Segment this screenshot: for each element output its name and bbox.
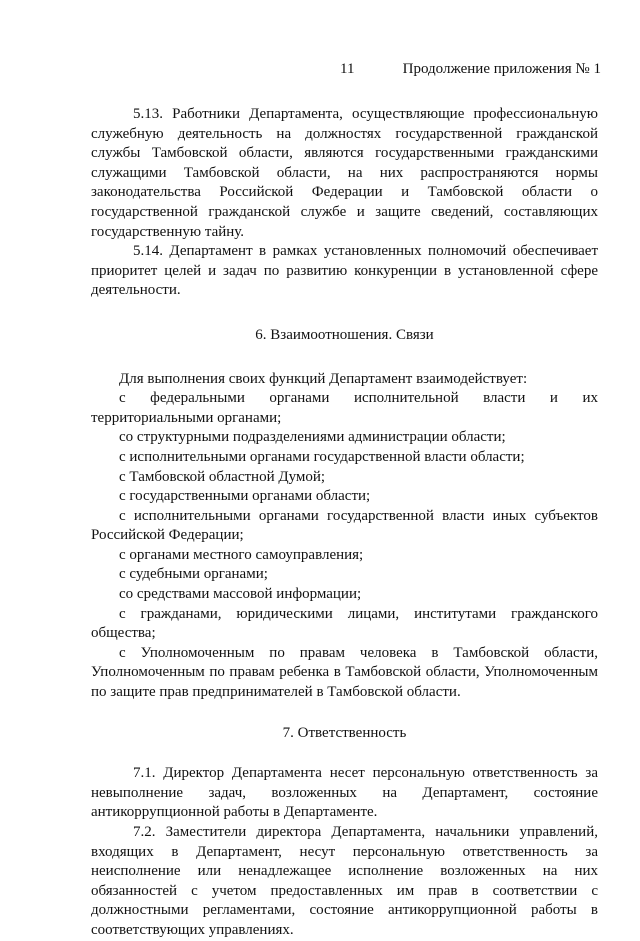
list-item: с исполнительными органами государственной власти иных субъектов Российской Федерации;	[91, 507, 598, 544]
list-item: с гражданами, юридическими лицами, институтами гражданского общества;	[91, 605, 598, 642]
interaction-intro: Для выполнения своих функций Департамент взаимодействует:	[119, 370, 528, 387]
paragraph-7-1: 7.1. Директор Департамента несет персональную ответственность за невыполнение задач, возложенных на Департамент, состояние антикоррупционной работы в Департаменте.	[91, 765, 598, 821]
list-item: с исполнительными органами государственной власти области;	[119, 448, 525, 465]
interaction-list	[91, 370, 598, 703]
page-number: 11	[340, 61, 355, 77]
list-item: с органами местного самоуправления;	[119, 546, 364, 563]
page-header	[0, 61, 640, 81]
list-item: с Тамбовской областной Думой;	[119, 468, 326, 485]
section-7-heading: 7. Ответственность	[282, 724, 407, 741]
section-6-heading: 6. Взаимоотношения. Связи	[255, 326, 434, 343]
list-item: с судебными органами;	[119, 566, 268, 583]
list-item: со структурными подразделениями администрации области;	[119, 429, 506, 446]
paragraph-7-2: 7.2. Заместители директора Департамента, начальники управлений, входящих в Департамент, несут персональную ответственность за неисполнение или ненадлежащее исполнение возложенных на них обязанностей с учетом предоставленных им прав в соответствии с должностными регламентами, состояние антикоррупционной работы в соответствующих управлениях.	[91, 824, 598, 938]
continuation-label: Продолжение приложения № 1	[402, 61, 601, 77]
list-item: со средствами массовой информации;	[119, 586, 362, 603]
paragraph-5-13: 5.13. Работники Департамента, осуществляющие профессиональную служебную деятельность на должностях государственной гражданской службы Тамбовской области, являются государственными гражданскими служащими Тамбовской области, на них распространяются нормы законодательства Российской Федерации и Тамбовской области о государственной гражданской службе и защите сведений, составляющих государственную тайну.	[91, 106, 598, 240]
list-item: с государственными органами области;	[119, 488, 371, 505]
list-item: с Уполномоченным по правам человека в Тамбовской области, Уполномоченным по правам ребенка в Тамбовской области, Уполномоченным по защите прав предпринимателей в Тамбовской области.	[91, 644, 598, 701]
document-body	[91, 105, 598, 941]
list-item: с федеральными органами исполнительной власти и их территориальными органами;	[91, 390, 598, 426]
paragraph-5-14: 5.14. Департамент в рамках установленных полномочий обеспечивает приоритет целей и задач по развитию конкуренции в установленной сфере деятельности.	[91, 243, 598, 299]
